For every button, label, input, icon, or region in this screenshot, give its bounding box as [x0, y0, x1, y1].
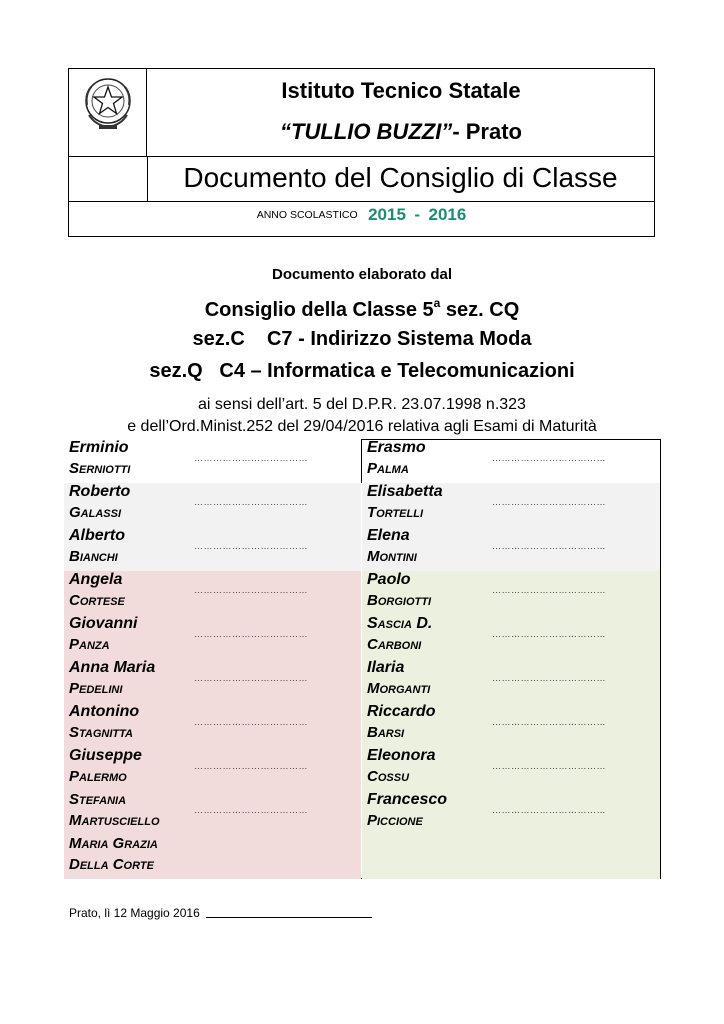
school-year-label: ANNO SCOLASTICO [256, 209, 358, 221]
member-last-name: Bianchi [69, 548, 118, 565]
member-entry [64, 703, 354, 747]
member-first-name: Erasmo [367, 439, 426, 456]
class-council-sup: a [433, 296, 441, 310]
logo-cell [69, 69, 147, 156]
section-c-line: sez.C C7 - Indirizzo Sistema Moda [192, 328, 532, 350]
signature-line: ……………………………… [492, 805, 606, 815]
signature-line: ……………………………… [492, 497, 606, 507]
document-title: Documento del Consiglio di Classe [183, 162, 618, 193]
member-first-name: Eleonora [367, 747, 436, 764]
member-first-name: Francesco [367, 791, 448, 808]
member-last-name: Cossu [367, 768, 410, 785]
member-first-name: Elena [367, 527, 410, 544]
member-entry [64, 791, 354, 835]
member-first-name: Roberto [69, 483, 131, 500]
signature-line: ……………………………… [492, 453, 606, 463]
member-first-name: Riccardo [367, 703, 436, 720]
member-first-name: Angela [69, 571, 123, 588]
member-last-name: Morganti [367, 680, 431, 697]
member-first-name: Maria Grazia [69, 835, 158, 852]
member-first-name: Sascia D. [367, 615, 433, 632]
member-entry [64, 483, 354, 527]
member-last-name: Montini [367, 548, 417, 565]
member-last-name: Palma [367, 460, 409, 477]
school-year-end: 2016 [428, 205, 467, 224]
school-name: “TULLIO BUZZI” [280, 119, 453, 144]
header-table [68, 68, 655, 237]
member-entry [362, 571, 652, 615]
signature-line: ……………………………… [492, 761, 606, 771]
member-last-name: Borgiotti [367, 592, 431, 609]
school-year-start: 2015 [368, 205, 406, 224]
school-year [69, 205, 654, 225]
member-first-name: Antonino [69, 703, 140, 720]
footer [69, 906, 372, 920]
school-name-cell [147, 69, 655, 156]
member-last-name: Cortese [69, 592, 125, 609]
council-members-table [64, 439, 661, 879]
member-entry [362, 527, 652, 571]
signature-line: ……………………………… [194, 805, 308, 815]
member-first-name: Giuseppe [69, 747, 142, 764]
member-last-name: Tortelli [367, 504, 424, 521]
member-last-name: Martusciello [69, 812, 160, 829]
member-first-name: Giovanni [69, 615, 138, 632]
member-last-name: Piccione [367, 812, 423, 829]
member-entry [64, 659, 354, 703]
member-entry [362, 615, 652, 659]
signature-line: ……………………………… [194, 629, 308, 639]
ministerial-order-reference: e dell’Ord.Minist.252 del 29/04/2016 relativa agli Esami di Maturità [127, 418, 597, 435]
member-entry [64, 439, 354, 483]
school-type: Istituto Tecnico Statale [281, 78, 521, 103]
class-council-section: sez. CQ [440, 299, 520, 321]
member-first-name: Stefania [69, 791, 127, 808]
member-first-name: Erminio [69, 439, 129, 456]
school-year-separator: - [414, 205, 421, 224]
member-entry [64, 835, 354, 879]
signature-line: ……………………………… [492, 717, 606, 727]
member-first-name: Paolo [367, 571, 411, 588]
signature-line: ……………………………… [492, 629, 606, 639]
member-last-name: Galassi [69, 504, 122, 521]
member-last-name: Della Corte [69, 856, 154, 873]
member-last-name: Serniotti [69, 460, 131, 477]
signature-line: ……………………………… [194, 585, 308, 595]
member-entry [64, 615, 354, 659]
place-date: Prato, lì 12 Maggio 2016 [69, 906, 200, 920]
class-council-text: Consiglio della Classe 5 [204, 299, 434, 321]
signature-line: ……………………………… [194, 497, 308, 507]
signature-line: ……………………………… [492, 541, 606, 551]
member-first-name: Ilaria [367, 659, 405, 676]
member-last-name: Barsi [367, 724, 405, 741]
member-entry [64, 527, 354, 571]
section-q-line: sez.Q C4 – Informatica e Telecomunicazioni [149, 360, 575, 382]
member-entry [362, 659, 652, 703]
signature-underline [206, 906, 372, 918]
member-entry [362, 747, 652, 791]
signature-line: ……………………………… [492, 585, 606, 595]
school-city: - Prato [452, 119, 522, 144]
school-name-line [147, 119, 655, 145]
member-entry [64, 747, 354, 791]
signature-line: ……………………………… [194, 717, 308, 727]
member-entry [362, 703, 652, 747]
law-reference: ai sensi dell’art. 5 del D.P.R. 23.07.1998 n.323 [198, 396, 526, 413]
member-last-name: Carboni [367, 636, 422, 653]
member-last-name: Pedelini [69, 680, 123, 697]
class-council-heading [0, 296, 724, 322]
member-entry [362, 483, 652, 527]
member-entry [64, 571, 354, 615]
member-last-name: Stagnitta [69, 724, 133, 741]
member-entry [362, 439, 652, 483]
member-first-name: Elisabetta [367, 483, 443, 500]
member-first-name: Anna Maria [69, 659, 156, 676]
signature-line: ……………………………… [194, 453, 308, 463]
member-last-name: Panza [69, 636, 110, 653]
signature-line: ……………………………… [194, 541, 308, 551]
member-first-name: Alberto [69, 527, 125, 544]
member-last-name: Palermo [69, 768, 127, 785]
italian-republic-emblem-icon [81, 75, 135, 131]
member-entry [362, 791, 652, 835]
signature-line: ……………………………… [194, 761, 308, 771]
signature-line: ……………………………… [194, 673, 308, 683]
elaborated-by: Documento elaborato dal [271, 266, 453, 283]
signature-line: ……………………………… [492, 673, 606, 683]
